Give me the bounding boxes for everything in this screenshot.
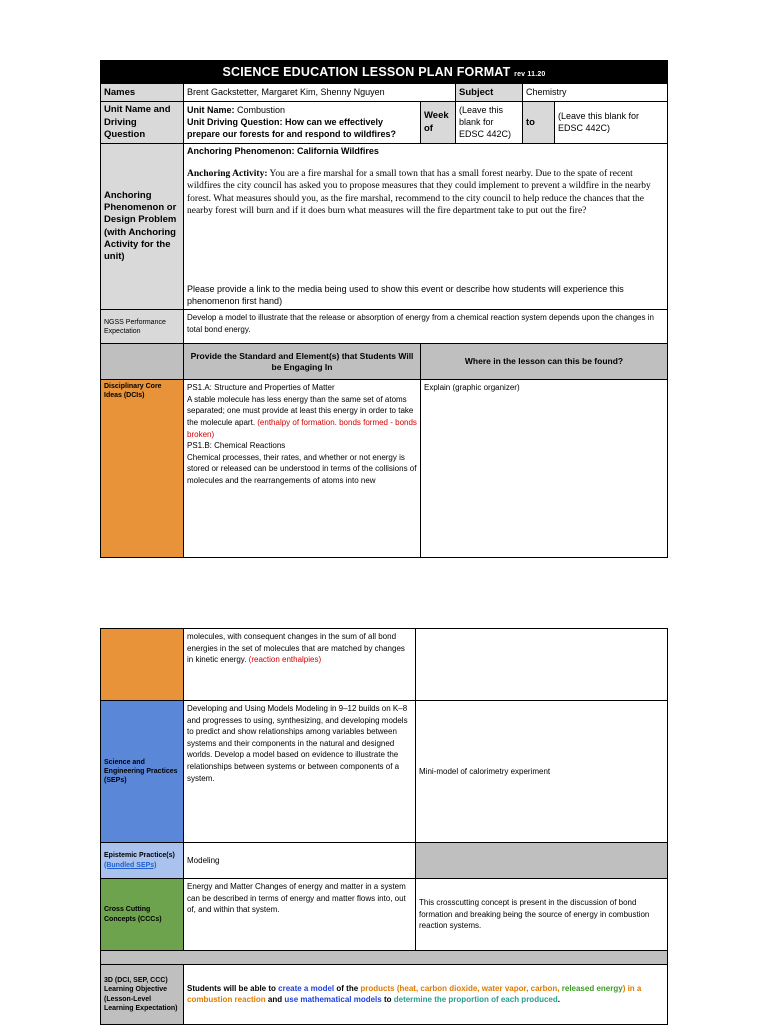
week-label: Week of xyxy=(421,102,456,144)
objective-text xyxy=(184,965,668,1025)
names-value: Brent Gackstetter, Margaret Kim, Shenny Nguyen xyxy=(184,84,456,102)
dci-content xyxy=(184,380,421,558)
objective-part-7: and xyxy=(265,994,285,1004)
driving-question: Unit Driving Question: How can we effectively prepare our forests for and respond to wildfires? xyxy=(187,116,397,139)
ps1b-title: PS1.B: Chemical Reactions xyxy=(187,441,286,451)
anchoring-activity-text: You are a fire marshal for a small town that has a small forest nearby. Due to the spate of recent wildfires the city council has asked you to propose measures that they could implement to prevent a wildfire in the nearby forest. What measures should you, as the fire marshal, recommend to the city council to help reduce the chances that the nearby forest will burn and if it does burn what measures will the fire department take to put out the fire? xyxy=(187,168,651,216)
anchoring-label: Anchoring Phenomenon or Design Problem (with Anchoring Activity for the unit) xyxy=(101,144,184,310)
ccc-label: Cross Cutting Concepts (CCCs) xyxy=(101,879,184,951)
unit-label: Unit Name and Driving Question xyxy=(101,102,184,144)
unit-name-prefix: Unit Name: xyxy=(187,105,235,116)
dci-continued-text xyxy=(184,629,416,701)
dci-continued-body: molecules, with consequent changes in the sum of all bond energies in the set of molecules that are matched by changes in kinetic energy. xyxy=(187,632,405,665)
anchoring-activity xyxy=(187,168,664,217)
media-note: Please provide a link to the media being used to show this event or describe how students will experience this phenomenon first hand) xyxy=(187,283,624,306)
objective-part-4: products (heat, carbon dioxide, water vapor, carbon, xyxy=(360,984,562,994)
objective-part-3: of the xyxy=(334,984,361,994)
title-text: SCIENCE EDUCATION LESSON PLAN FORMAT xyxy=(222,65,511,79)
dci-label xyxy=(101,380,184,558)
dci-label-text: Disciplinary Core Ideas (DCIs) xyxy=(104,383,162,400)
objective-part-6: ) in a combustion reaction xyxy=(187,984,642,1004)
subject-label: Subject xyxy=(456,84,523,102)
blank-header-cell xyxy=(101,344,184,380)
objective-part-2: create a model xyxy=(278,984,335,994)
lesson-plan-table-page1 xyxy=(100,60,668,558)
unit-name-cell xyxy=(184,102,421,144)
ngss-label: NGSS Performance Expectation xyxy=(101,310,184,344)
ps1a-body: A stable molecule has less energy than the same set of atoms separated; one must provide at least this energy in order to take the molecule apart. xyxy=(187,394,414,428)
objective-part-10: determine the proportion of each produced xyxy=(393,994,558,1004)
dci-where: Explain (graphic organizer) xyxy=(421,380,668,558)
standard-column-header: Provide the Standard and Element(s) that Students Will be Engaging In xyxy=(184,344,421,380)
ps1a-note: (enthalpy of formation. bonds formed - bonds broken) xyxy=(187,418,417,439)
revision-label: rev 11.20 xyxy=(514,71,546,78)
anchoring-phenomenon: Anchoring Phenomenon: California Wildfires xyxy=(187,146,379,157)
ccc-text: Energy and Matter Changes of energy and matter in a system can be described in terms of energy and matter flows into, out of, and within that system. xyxy=(184,879,416,951)
objective-part-1: Students will be able to xyxy=(187,984,279,994)
sep-text: Developing and Using Models Modeling in 9–12 builds on K–8 and progresses to using, synthesizing, and developing models to predict and show relationships among variables between systems and their components in the natural and designed worlds. Develop a model based on evidence to illustrate the relationships between systems or between components of a system. xyxy=(184,701,416,843)
dci-continued-where xyxy=(416,629,668,701)
epistemic-value: Modeling xyxy=(184,843,416,879)
names-label: Names xyxy=(101,84,184,102)
bundled-seps-link[interactable]: (Bundled SEPs) xyxy=(104,861,157,869)
ps1b-text: Chemical processes, their rates, and whether or not energy is stored or released can be understood in terms of the collisions of molecules and the rearrangements of atoms into new xyxy=(187,452,417,486)
epistemic-label-cell xyxy=(101,843,184,879)
document-title xyxy=(101,61,668,84)
sep-where: Mini-model of calorimetry experiment xyxy=(416,701,668,843)
ps1a-text xyxy=(187,394,417,440)
objective-part-11: . xyxy=(557,994,560,1004)
ccc-where: This crosscutting concept is present in the discussion of bond formation and breaking being the source of energy in combustion reaction systems. xyxy=(416,879,668,951)
week-value: (Leave this blank for EDSC 442C) xyxy=(456,102,523,144)
epistemic-blank xyxy=(416,843,668,879)
section-divider xyxy=(101,951,668,965)
sep-label: Science and Engineering Practices (SEPs) xyxy=(101,701,184,843)
anchoring-content xyxy=(184,144,668,310)
objective-label: 3D (DCI, SEP, CCC) Learning Objective (Lesson-Level Learning Expectation) xyxy=(101,965,184,1025)
epistemic-label: Epistemic Practice(s) xyxy=(104,852,175,860)
anchoring-activity-label: Anchoring Activity: xyxy=(187,168,268,179)
subject-value: Chemistry xyxy=(523,84,668,102)
unit-name-value: Combustion xyxy=(234,105,286,116)
objective-part-8: use mathematical models xyxy=(284,994,382,1004)
lesson-plan-table-page2 xyxy=(100,628,668,1025)
dci-continued-note: (reaction enthalpies) xyxy=(246,655,322,665)
where-column-header: Where in the lesson can this be found? xyxy=(421,344,668,380)
dci-continued-label xyxy=(101,629,184,701)
objective-part-5: released energy xyxy=(561,984,623,994)
to-label: to xyxy=(523,102,555,144)
ps1a-title: PS1.A: Structure and Properties of Matter xyxy=(187,383,335,393)
to-value: (Leave this blank for EDSC 442C) xyxy=(555,102,668,144)
objective-part-9: to xyxy=(381,994,394,1004)
ngss-text: Develop a model to illustrate that the release or absorption of energy from a chemical reaction system depends upon the changes in total bond energy. xyxy=(184,310,668,344)
